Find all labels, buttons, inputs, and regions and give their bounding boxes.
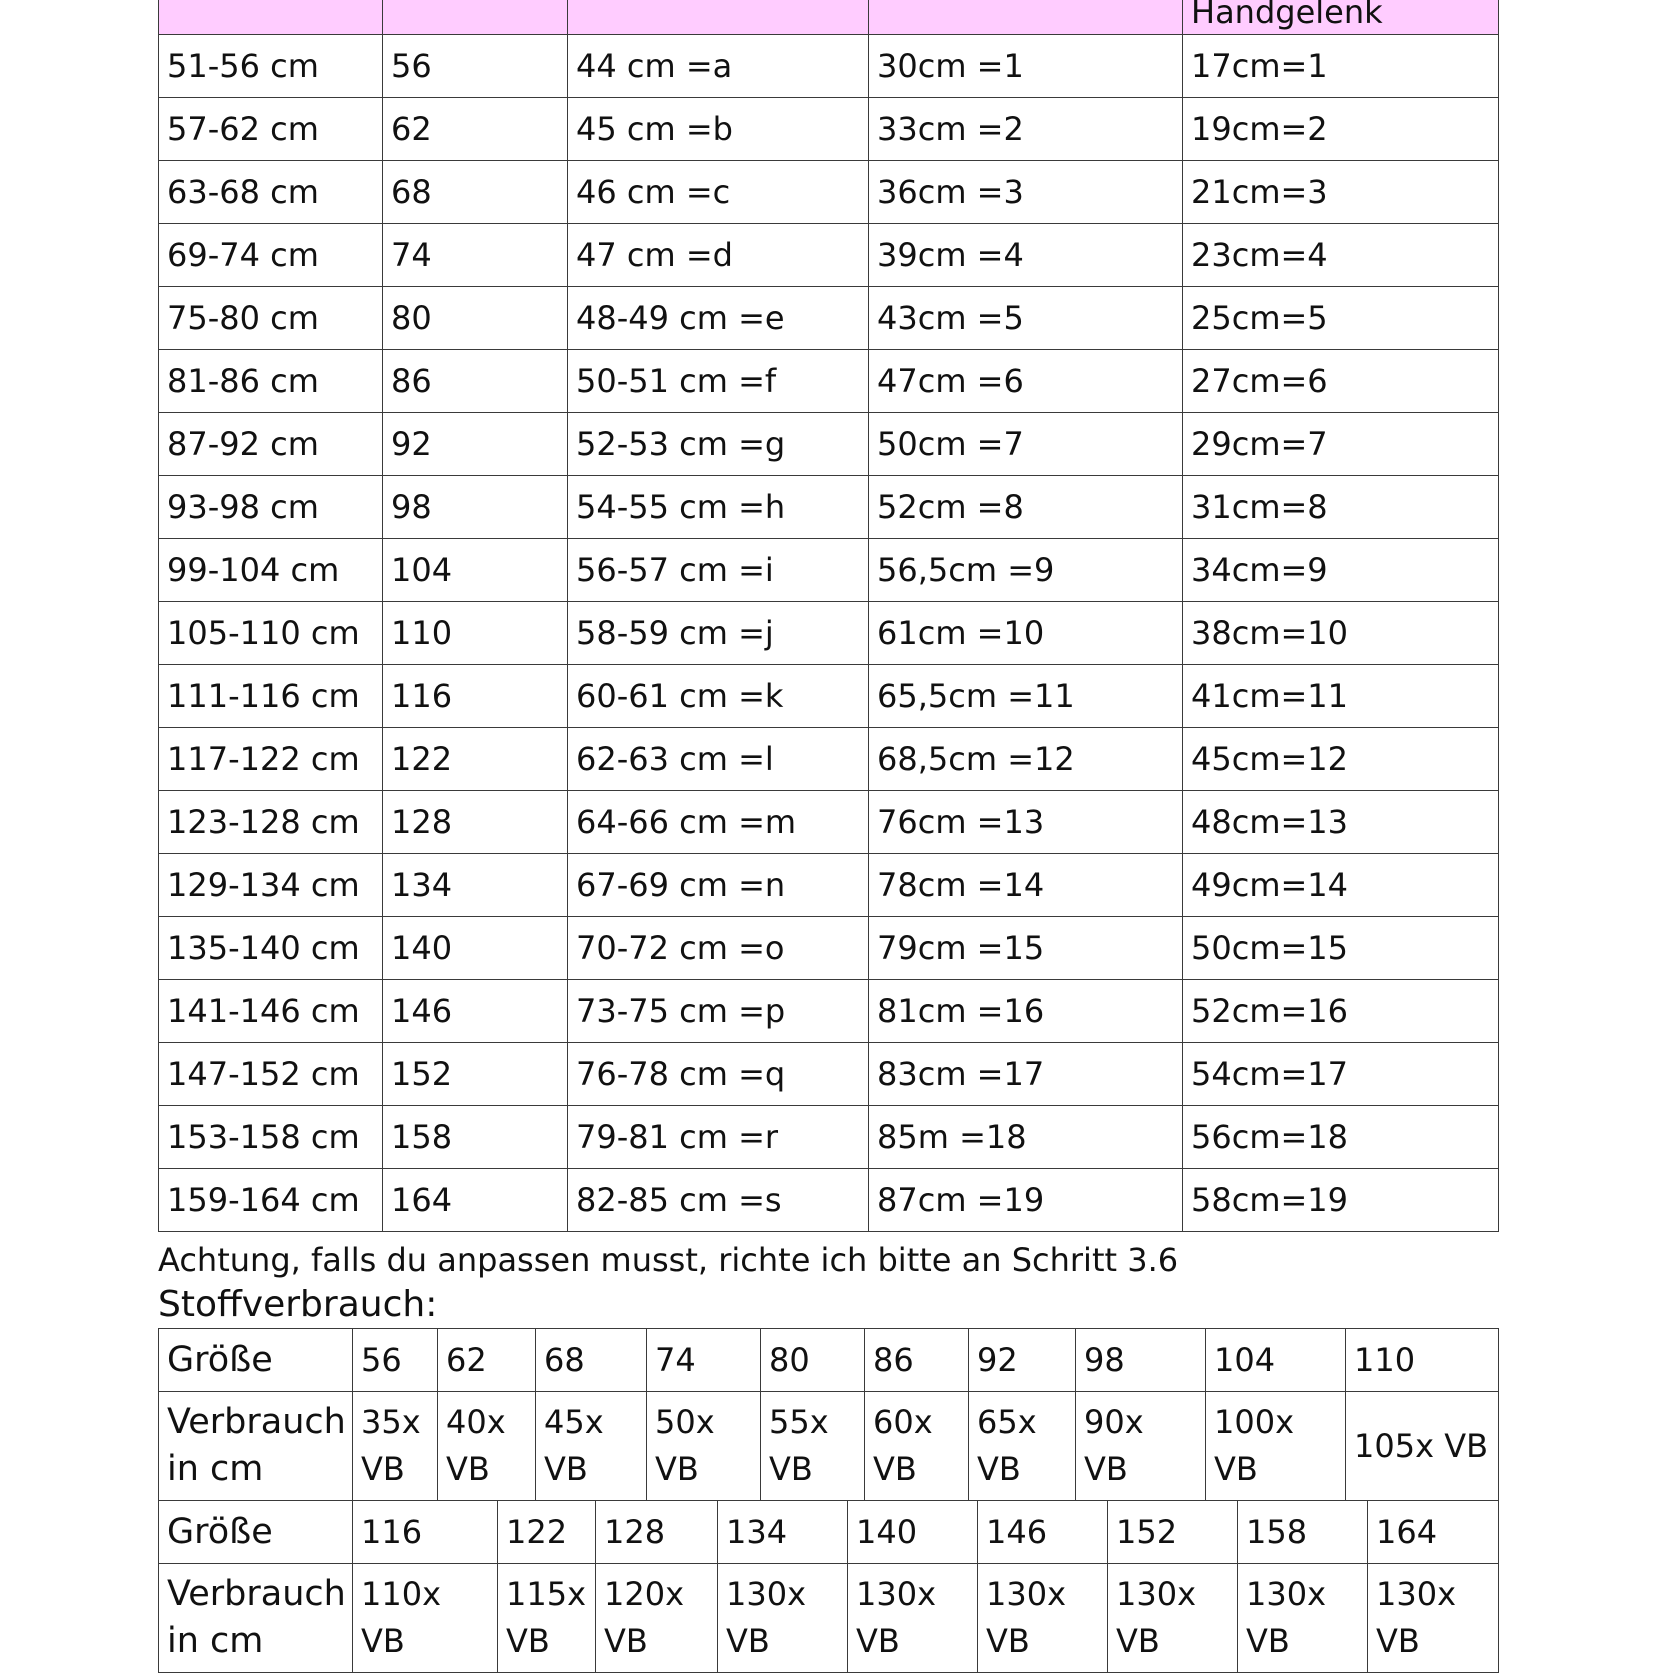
fabric-size-cell: 92 — [969, 1329, 1076, 1392]
size-cell: 134 — [383, 854, 568, 917]
table-row — [159, 413, 1499, 476]
fabric-size-cell: 128 — [596, 1501, 718, 1564]
chest-range-cell: 153-158 cm — [159, 1106, 383, 1169]
fabric-usage-cell: 100x VB — [1206, 1392, 1346, 1501]
length-cell: 47cm =6 — [869, 350, 1183, 413]
table-row — [159, 98, 1499, 161]
chest-range-cell: 141-146 cm — [159, 980, 383, 1043]
length-cell: 50cm =7 — [869, 413, 1183, 476]
fabric-size-cell: 152 — [1108, 1501, 1238, 1564]
wrist-cell: 21cm=3 — [1183, 161, 1499, 224]
fabric-size-cell: 68 — [536, 1329, 647, 1392]
size-cell: 128 — [383, 791, 568, 854]
size-label-cell: Größe — [159, 1501, 353, 1564]
fabric-usage-cell: 120x VB — [596, 1564, 718, 1673]
header-cell-handgelenk: Handgelenk — [1183, 0, 1499, 35]
size-cell: 56 — [383, 35, 568, 98]
wrist-cell: 27cm=6 — [1183, 350, 1499, 413]
fabric-usage-cell: 130x VB — [978, 1564, 1108, 1673]
length-cell: 43cm =5 — [869, 287, 1183, 350]
size-cell: 110 — [383, 602, 568, 665]
chest-range-cell: 135-140 cm — [159, 917, 383, 980]
fabric-usage-cell: 130x VB — [718, 1564, 848, 1673]
size-cell: 164 — [383, 1169, 568, 1232]
fabric-size-cell: 134 — [718, 1501, 848, 1564]
size-cell: 68 — [383, 161, 568, 224]
fabric-size-cell: 56 — [353, 1329, 438, 1392]
size-cell: 122 — [383, 728, 568, 791]
fabric-usage-cell: 90x VB — [1076, 1392, 1206, 1501]
fabric-size-cell: 122 — [498, 1501, 596, 1564]
fabric-size-cell: 86 — [865, 1329, 969, 1392]
head-cell: 56-57 cm =i — [568, 539, 869, 602]
fabric-usage-cell: 50x VB — [647, 1392, 761, 1501]
fabric-size-cell: 62 — [438, 1329, 536, 1392]
wrist-cell: 38cm=10 — [1183, 602, 1499, 665]
head-cell: 54-55 cm =h — [568, 476, 869, 539]
head-cell: 52-53 cm =g — [568, 413, 869, 476]
head-cell: 44 cm =a — [568, 35, 869, 98]
chest-range-cell: 69-74 cm — [159, 224, 383, 287]
chest-range-cell: 75-80 cm — [159, 287, 383, 350]
wrist-cell: 34cm=9 — [1183, 539, 1499, 602]
chest-range-cell: 99-104 cm — [159, 539, 383, 602]
length-cell: 81cm =16 — [869, 980, 1183, 1043]
adjustment-note: Achtung, falls du anpassen musst, richte ich bitte an Schritt 3.6 — [158, 1241, 1179, 1279]
length-cell: 79cm =15 — [869, 917, 1183, 980]
size-label-cell: Größe — [159, 1329, 353, 1392]
usage-label-cell: Verbrauch in cm — [159, 1564, 353, 1673]
head-cell: 67-69 cm =n — [568, 854, 869, 917]
head-cell: 70-72 cm =o — [568, 917, 869, 980]
fabric-usage-cell: 130x VB — [848, 1564, 978, 1673]
fabric-usage-table-b — [158, 1501, 1499, 1673]
fabric-size-cell: 146 — [978, 1501, 1108, 1564]
size-table — [158, 0, 1499, 1232]
fabric-usage-cell: 130x VB — [1238, 1564, 1368, 1673]
table-row — [159, 1043, 1499, 1106]
chest-range-cell: 159-164 cm — [159, 1169, 383, 1232]
size-cell: 92 — [383, 413, 568, 476]
head-cell: 82-85 cm =s — [568, 1169, 869, 1232]
length-cell: 68,5cm =12 — [869, 728, 1183, 791]
header-cell — [383, 0, 568, 35]
fabric-a-size-row — [159, 1329, 1499, 1392]
fabric-b-size-row — [159, 1501, 1499, 1564]
size-cell: 98 — [383, 476, 568, 539]
chest-range-cell: 105-110 cm — [159, 602, 383, 665]
table-row — [159, 350, 1499, 413]
wrist-cell: 41cm=11 — [1183, 665, 1499, 728]
fabric-size-cell: 74 — [647, 1329, 761, 1392]
chest-range-cell: 63-68 cm — [159, 161, 383, 224]
wrist-cell: 49cm=14 — [1183, 854, 1499, 917]
table-row — [159, 161, 1499, 224]
chest-range-cell: 57-62 cm — [159, 98, 383, 161]
fabric-usage-cell: 110x VB — [353, 1564, 498, 1673]
chest-range-cell: 93-98 cm — [159, 476, 383, 539]
table-row — [159, 539, 1499, 602]
length-cell: 56,5cm =9 — [869, 539, 1183, 602]
fabric-size-cell: 104 — [1206, 1329, 1346, 1392]
length-cell: 87cm =19 — [869, 1169, 1183, 1232]
head-cell: 62-63 cm =l — [568, 728, 869, 791]
table-row — [159, 854, 1499, 917]
length-cell: 61cm =10 — [869, 602, 1183, 665]
table-row — [159, 35, 1499, 98]
fabric-size-cell: 116 — [353, 1501, 498, 1564]
size-table-body — [159, 0, 1499, 1232]
length-cell: 36cm =3 — [869, 161, 1183, 224]
chest-range-cell: 81-86 cm — [159, 350, 383, 413]
chest-range-cell: 111-116 cm — [159, 665, 383, 728]
wrist-cell: 58cm=19 — [1183, 1169, 1499, 1232]
wrist-cell: 25cm=5 — [1183, 287, 1499, 350]
size-cell: 80 — [383, 287, 568, 350]
wrist-cell: 45cm=12 — [1183, 728, 1499, 791]
fabric-b-usage-row — [159, 1564, 1499, 1673]
size-cell: 152 — [383, 1043, 568, 1106]
chest-range-cell: 117-122 cm — [159, 728, 383, 791]
size-cell: 74 — [383, 224, 568, 287]
fabric-size-cell: 158 — [1238, 1501, 1368, 1564]
header-cell — [869, 0, 1183, 35]
size-cell: 86 — [383, 350, 568, 413]
chest-range-cell: 123-128 cm — [159, 791, 383, 854]
usage-label-cell: Verbrauch in cm — [159, 1392, 353, 1501]
table-row — [159, 602, 1499, 665]
chest-range-cell: 87-92 cm — [159, 413, 383, 476]
size-cell: 62 — [383, 98, 568, 161]
wrist-cell: 23cm=4 — [1183, 224, 1499, 287]
length-cell: 78cm =14 — [869, 854, 1183, 917]
fabric-usage-cell: 55x VB — [761, 1392, 865, 1501]
head-cell: 60-61 cm =k — [568, 665, 869, 728]
table-row — [159, 1169, 1499, 1232]
table-row — [159, 980, 1499, 1043]
fabric-usage-cell: 45x VB — [536, 1392, 647, 1501]
head-cell: 64-66 cm =m — [568, 791, 869, 854]
header-cell — [159, 0, 383, 35]
head-cell: 79-81 cm =r — [568, 1106, 869, 1169]
fabric-usage-cell: 105x VB — [1346, 1392, 1499, 1501]
fabric-usage-cell: 35x VB — [353, 1392, 438, 1501]
fabric-size-cell: 140 — [848, 1501, 978, 1564]
table-row — [159, 476, 1499, 539]
document-sheet — [158, 0, 1498, 1673]
table-row — [159, 665, 1499, 728]
table-row — [159, 791, 1499, 854]
wrist-cell: 54cm=17 — [1183, 1043, 1499, 1106]
fabric-usage-cell: 60x VB — [865, 1392, 969, 1501]
length-cell: 76cm =13 — [869, 791, 1183, 854]
wrist-cell: 19cm=2 — [1183, 98, 1499, 161]
length-cell: 85m =18 — [869, 1106, 1183, 1169]
fabric-size-cell: 80 — [761, 1329, 865, 1392]
chest-range-cell: 147-152 cm — [159, 1043, 383, 1106]
size-cell: 116 — [383, 665, 568, 728]
size-cell: 104 — [383, 539, 568, 602]
head-cell: 58-59 cm =j — [568, 602, 869, 665]
head-cell: 76-78 cm =q — [568, 1043, 869, 1106]
header-cell — [568, 0, 869, 35]
fabric-usage-title: Stoffverbrauch: — [158, 1284, 438, 1325]
table-row — [159, 917, 1499, 980]
length-cell: 65,5cm =11 — [869, 665, 1183, 728]
wrist-cell: 29cm=7 — [1183, 413, 1499, 476]
length-cell: 30cm =1 — [869, 35, 1183, 98]
head-cell: 50-51 cm =f — [568, 350, 869, 413]
length-cell: 83cm =17 — [869, 1043, 1183, 1106]
fabric-usage-cell: 65x VB — [969, 1392, 1076, 1501]
size-cell: 140 — [383, 917, 568, 980]
fabric-a-usage-row — [159, 1392, 1499, 1501]
fabric-usage-cell: 130x VB — [1368, 1564, 1499, 1673]
length-cell: 52cm =8 — [869, 476, 1183, 539]
length-cell: 33cm =2 — [869, 98, 1183, 161]
wrist-cell: 52cm=16 — [1183, 980, 1499, 1043]
length-cell: 39cm =4 — [869, 224, 1183, 287]
fabric-size-cell: 164 — [1368, 1501, 1499, 1564]
fabric-usage-table-a — [158, 1328, 1499, 1501]
size-table-header-row — [159, 0, 1499, 35]
size-cell: 158 — [383, 1106, 568, 1169]
wrist-cell: 17cm=1 — [1183, 35, 1499, 98]
chest-range-cell: 51-56 cm — [159, 35, 383, 98]
head-cell: 45 cm =b — [568, 98, 869, 161]
fabric-size-cell: 110 — [1346, 1329, 1499, 1392]
wrist-cell: 48cm=13 — [1183, 791, 1499, 854]
fabric-size-cell: 98 — [1076, 1329, 1206, 1392]
head-cell: 73-75 cm =p — [568, 980, 869, 1043]
table-row — [159, 728, 1499, 791]
table-row — [159, 224, 1499, 287]
head-cell: 46 cm =c — [568, 161, 869, 224]
fabric-usage-cell: 130x VB — [1108, 1564, 1238, 1673]
size-cell: 146 — [383, 980, 568, 1043]
wrist-cell: 31cm=8 — [1183, 476, 1499, 539]
head-cell: 47 cm =d — [568, 224, 869, 287]
wrist-cell: 50cm=15 — [1183, 917, 1499, 980]
fabric-usage-cell: 115x VB — [498, 1564, 596, 1673]
table-row — [159, 287, 1499, 350]
head-cell: 48-49 cm =e — [568, 287, 869, 350]
wrist-cell: 56cm=18 — [1183, 1106, 1499, 1169]
table-row — [159, 1106, 1499, 1169]
chest-range-cell: 129-134 cm — [159, 854, 383, 917]
fabric-usage-cell: 40x VB — [438, 1392, 536, 1501]
